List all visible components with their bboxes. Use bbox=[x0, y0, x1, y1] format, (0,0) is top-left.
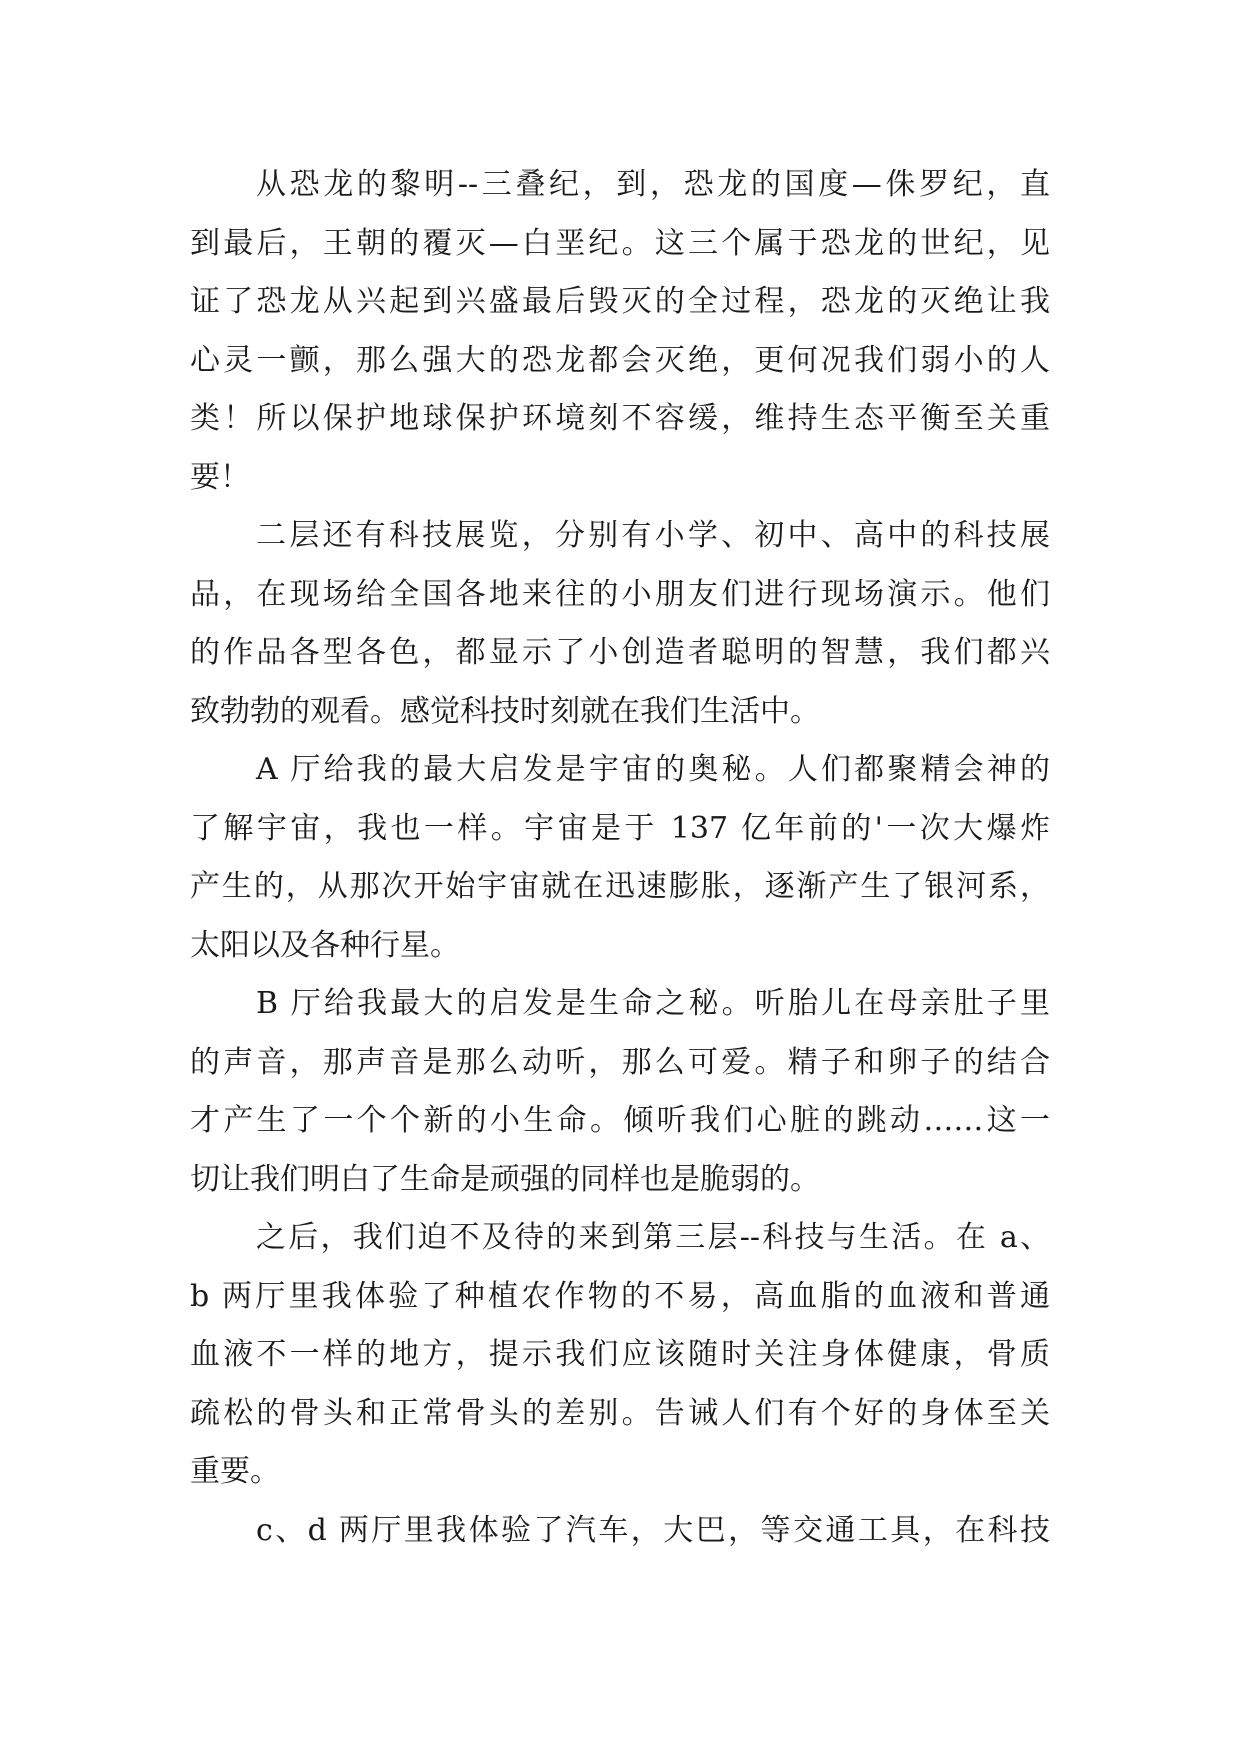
paragraph-tech-exhibition bbox=[190, 507, 1050, 741]
paragraph-hall-a bbox=[190, 741, 1050, 975]
text-line: B 厅给我最大的启发是生命之秘。听胎儿在母亲肚子里 bbox=[256, 986, 1050, 1021]
text-line: 要！ bbox=[190, 459, 250, 495]
text-line: b 两厅里我体验了种植农作物的不易，高血脂的血液和普通 bbox=[190, 1278, 1050, 1314]
text-line: 太阳以及各种行星。 bbox=[190, 927, 460, 963]
text-line: 血液不一样的地方，提示我们应该随时关注身体健康，骨质 bbox=[190, 1337, 1050, 1372]
body-text bbox=[190, 156, 1050, 1560]
text-line: 到最后，王朝的覆灭—白垩纪。这三个属于恐龙的世纪，见 bbox=[190, 225, 1050, 261]
paragraph-dinosaur-eras bbox=[190, 156, 1050, 507]
paragraph-third-floor bbox=[190, 1209, 1050, 1502]
text-line: 疏松的骨头和正常骨头的差别。告诫人们有个好的身体至关 bbox=[190, 1395, 1050, 1431]
text-line: 证了恐龙从兴起到兴盛最后毁灭的全过程，恐龙的灭绝让我 bbox=[190, 284, 1050, 319]
text-line: 的作品各型各色，都显示了小创造者聪明的智慧，我们都兴 bbox=[190, 635, 1050, 670]
text-line: 切让我们明白了生命是顽强的同样也是脆弱的。 bbox=[190, 1161, 820, 1197]
text-line: 才产生了一个个新的小生命。倾听我们心脏的跳动……这一 bbox=[190, 1103, 1050, 1138]
text-line: 产生的，从那次开始宇宙就在迅速膨胀，逐渐产生了银河系， bbox=[190, 869, 1050, 904]
text-line: 的声音，那声音是那么动听，那么可爱。精子和卵子的结合 bbox=[190, 1044, 1050, 1080]
text-line: 致勃勃的观看。感觉科技时刻就在我们生活中。 bbox=[190, 693, 820, 729]
paragraph-hall-b bbox=[190, 975, 1050, 1209]
text-line: 了解宇宙，我也一样。宇宙是于 137 亿年前的'一次大爆炸 bbox=[190, 810, 1050, 846]
text-line: 品，在现场给全国各地来往的小朋友们进行现场演示。他们 bbox=[190, 576, 1050, 612]
text-line: 二层还有科技展览，分别有小学、初中、高中的科技展 bbox=[256, 518, 1050, 553]
text-line: 心灵一颤，那么强大的恐龙都会灭绝，更何况我们弱小的人 bbox=[190, 342, 1050, 378]
text-line: 之后，我们迫不及待的来到第三层--科技与生活。在 a、 bbox=[256, 1220, 1050, 1255]
text-line: A 厅给我的最大启发是宇宙的奥秘。人们都聚精会神的 bbox=[256, 752, 1050, 787]
text-line: c、d 两厅里我体验了汽车，大巴，等交通工具，在科技 bbox=[256, 1512, 1050, 1548]
text-line: 重要。 bbox=[190, 1454, 280, 1489]
text-line: 从恐龙的黎明--三叠纪，到，恐龙的国度—侏罗纪，直 bbox=[256, 167, 1050, 202]
text-line: 类！所以保护地球保护环境刻不容缓，维持生态平衡至关重 bbox=[190, 401, 1050, 436]
paragraph-hall-cd bbox=[190, 1502, 1050, 1561]
